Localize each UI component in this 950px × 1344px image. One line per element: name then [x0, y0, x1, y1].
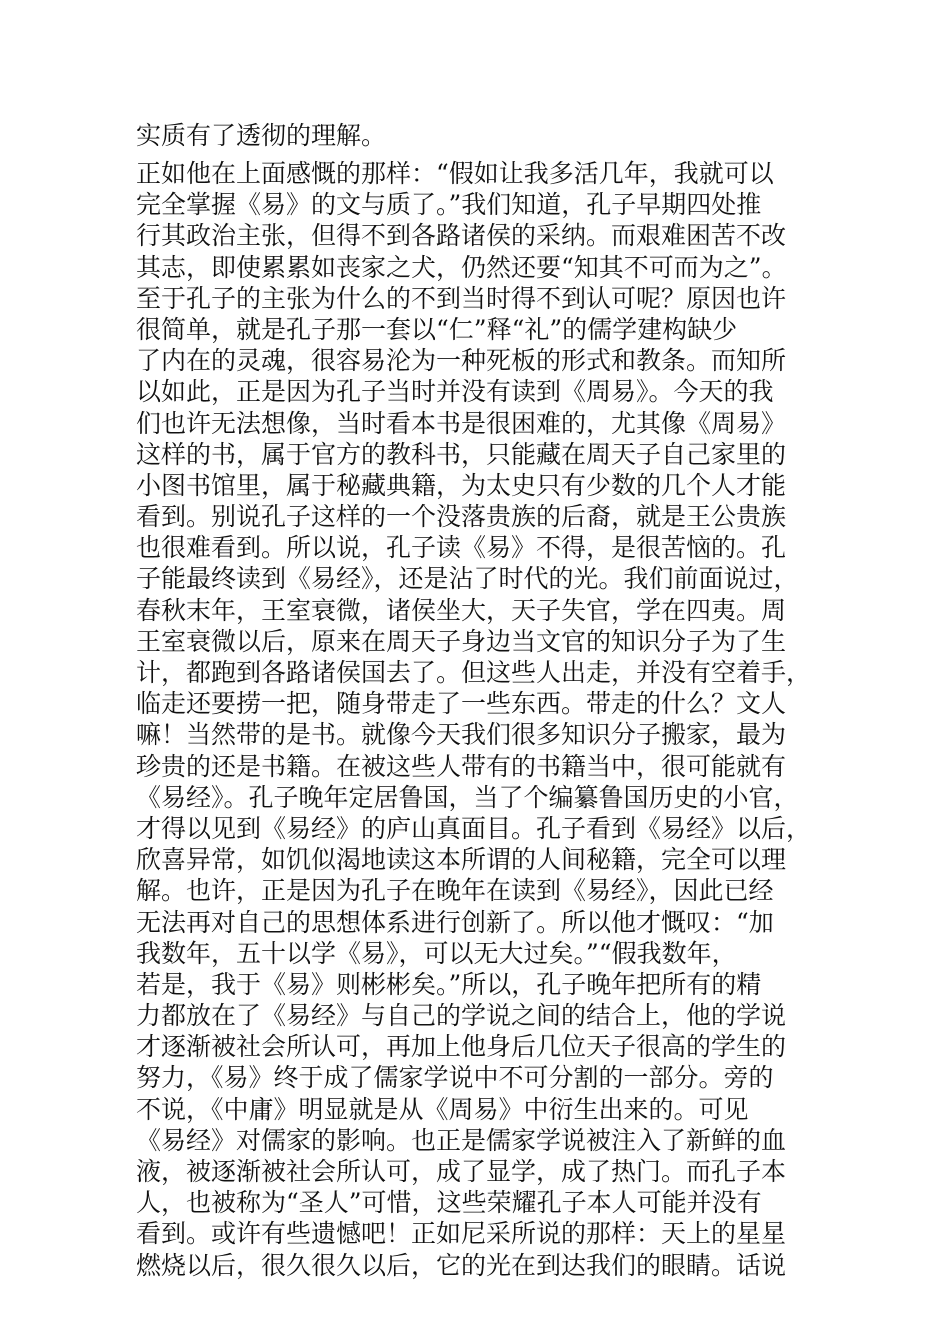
text-line: 王室衰微以后，原来在周天子身边当文官的知识分子为了生: [136, 626, 787, 656]
text-line: 看到。别说孔子这样的一个没落贵族的后裔，就是王公贵族: [136, 502, 787, 532]
text-line: 《易经》。孔子晚年定居鲁国，当了个编纂鲁国历史的小官，: [136, 782, 799, 812]
text-line: 人，也被称为“圣人”可惜，这些荣耀孔子本人可能并没有: [136, 1188, 762, 1218]
text-line: 了内在的灵魂，很容易沦为一种死板的形式和教条。而知所: [136, 346, 787, 376]
text-line: 计，都跑到各路诸侯国去了。但这些人出走，并没有空着手，: [136, 658, 812, 687]
text-line: 《易经》对儒家的影响。也正是儒家学说被注入了新鲜的血: [136, 1125, 787, 1155]
text-line: 不说，《中庸》明显就是从《周易》中衍生出来的。可见: [136, 1094, 749, 1124]
text-line: 嘛！当然带的是书。就像今天我们很多知识分子搬家，最为: [136, 720, 787, 750]
text-line: 以如此，正是因为孔子当时并没有读到《周易》。今天的我: [136, 377, 774, 407]
text-line: 小图书馆里，属于秘藏典籍，为太史只有少数的几个人才能: [136, 470, 787, 500]
text-line: 其志，即使累累如丧家之犬，仍然还要“知其不可而为之”。: [136, 252, 787, 282]
text-line: 实质有了透彻的理解。: [136, 121, 387, 150]
text-line: 春秋末年，王室衰微，诸侯坐大，天子失官，学在四夷。周: [136, 595, 787, 625]
paragraph-1: [136, 120, 826, 151]
paragraph-2: [136, 158, 826, 1281]
text-line: 至于孔子的主张为什么的不到当时得不到认可呢？原因也许: [136, 283, 787, 313]
text-line: 们也许无法想像，当时看本书是很困难的，尤其像《周易》: [136, 408, 787, 438]
text-line: 也很难看到。所以说，孔子读《易》不得，是很苦恼的。孔: [136, 533, 787, 563]
text-line: 看到。或许有些遗憾吧！正如尼采所说的那样：天上的星星: [136, 1219, 787, 1249]
text-line: 我数年，五十以学《易》，可以无大过矣。”“假我数年，: [136, 938, 737, 968]
text-line: 解。也许，正是因为孔子在晚年在读到《易经》，因此已经: [136, 876, 774, 906]
text-line: 燃烧以后，很久很久以后，它的光在到达我们的眼睛。话说: [136, 1250, 787, 1280]
text-line: 才逐渐被社会所认可，再加上他身后几位天子很高的学生的: [136, 1032, 787, 1062]
text-line: 无法再对自己的思想体系进行创新了。所以他才慨叹：“加: [136, 907, 774, 937]
text-line: 珍贵的还是书籍。在被这些人带有的书籍当中，很可能就有: [136, 751, 787, 781]
text-line: 欣喜异常，如饥似渴地读这本所谓的人间秘籍，完全可以理: [136, 845, 787, 875]
text-line: 正如他在上面感慨的那样：“假如让我多活几年，我就可以: [136, 159, 774, 188]
text-line: 很简单，就是孔子那一套以“仁”释“礼”的儒学建构缺少: [136, 314, 738, 344]
text-line: 力都放在了《易经》与自己的学说之间的结合上，他的学说: [136, 1001, 787, 1031]
text-line: 若是，我于《易》则彬彬矣。”所以，孔子晚年把所有的精: [136, 969, 762, 999]
text-line: 子能最终读到《易经》，还是沾了时代的光。我们前面说过，: [136, 564, 799, 594]
text-line: 完全掌握《易》的文与质了。”我们知道，孔子早期四处推: [136, 190, 762, 220]
text-line: 才得以见到《易经》的庐山真面目。孔子看到《易经》以后，: [136, 813, 812, 843]
text-line: 行其政治主张，但得不到各路诸侯的采纳。而艰难困苦不改: [136, 221, 787, 251]
text-line: 液，被逐渐被社会所认可，成了显学，成了热门。而孔子本: [136, 1157, 787, 1186]
text-line: 努力，《易》终于成了儒家学说中不可分割的一部分。旁的: [136, 1063, 774, 1093]
text-line: 这样的书，属于官方的教科书，只能藏在周天子自己家里的: [136, 439, 787, 469]
text-line: 临走还要捞一把，随身带走了一些东西。带走的什么？文人: [136, 689, 787, 719]
